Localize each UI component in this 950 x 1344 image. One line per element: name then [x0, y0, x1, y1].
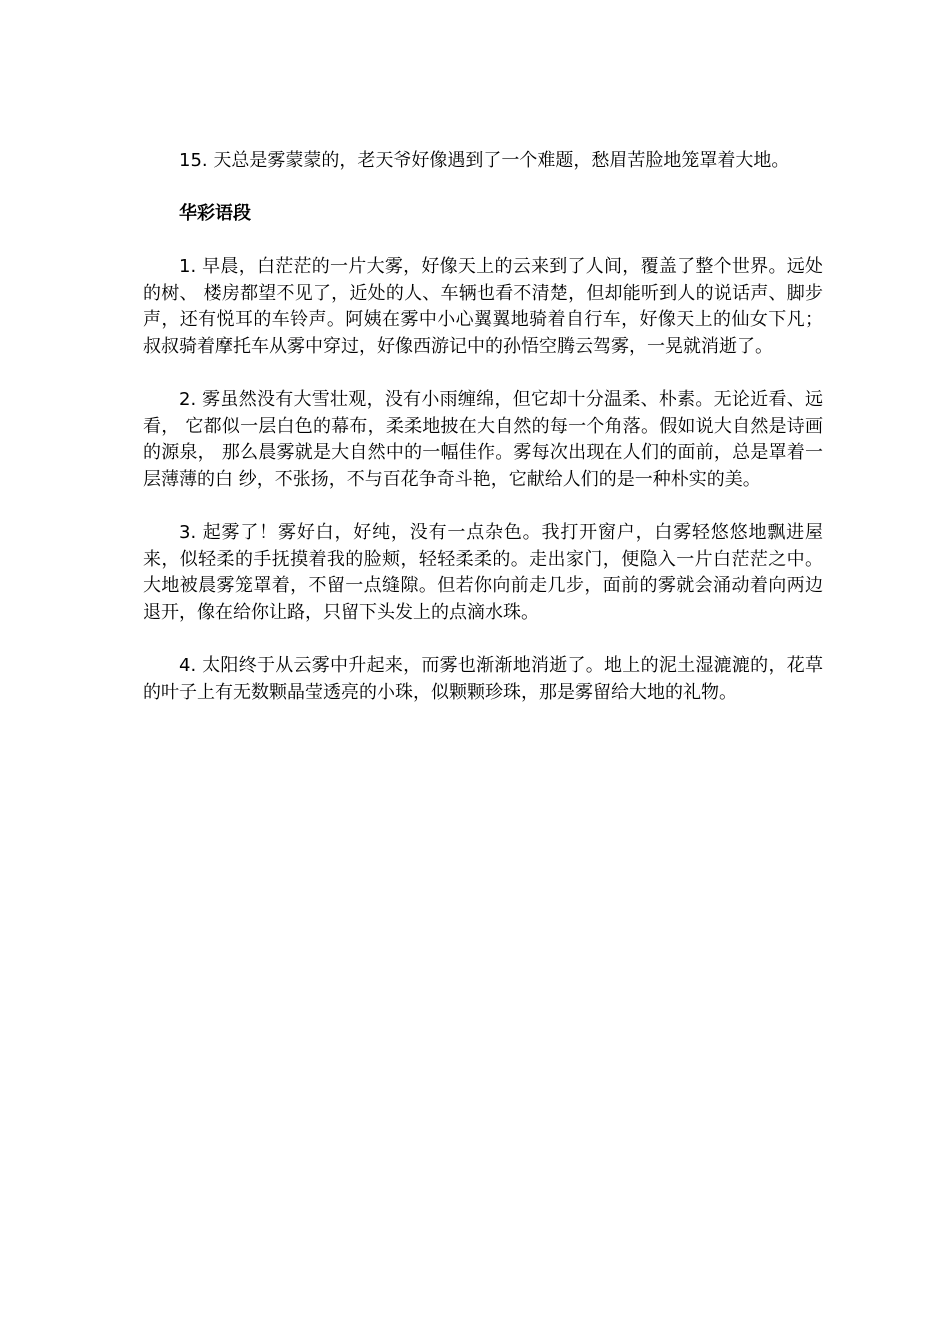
paragraph-2: 2. 雾虽然没有大雪壮观，没有小雨缠绵，但它却十分温柔、朴素。无论近看、远看， 它都似一层白色的幕布，柔柔地披在大自然的每一个角落。假如说大自然是诗画的源泉， 那么晨雾就是大自然中的一幅佳作。雾每次出现在人们的面前，总是罩着一层薄薄的白 纱，不张扬，不与百花争奇斗艳，它献给人们的是一种朴实的美。	[143, 389, 823, 490]
section-title: 华彩语段	[179, 202, 251, 224]
paragraph-4: 4. 太阳终于从云雾中升起来，而雾也渐渐地消逝了。地上的泥土湿漉漉的，花草的叶子上有无数颗晶莹透亮的小珠，似颗颗珍珠，那是雾留给大地的礼物。	[143, 655, 823, 703]
paragraph-1: 1. 早晨，白茫茫的一片大雾，好像天上的云来到了人间，覆盖了整个世界。远处的树、 楼房都望不见了，近处的人、车辆也看不清楚，但却能听到人的说话声、脚步声，还有悦耳的车铃声。阿姨在雾中小心翼翼地骑着自行车，好像天上的仙女下凡；叔叔骑着摩托车从雾中穿过，好像西游记中的孙悟空腾云驾雾，一晃就消逝了。	[143, 256, 823, 357]
intro-paragraph: 15. 天总是雾蒙蒙的，老天爷好像遇到了一个难题，愁眉苦脸地笼罩着大地。	[179, 150, 790, 171]
paragraph-3: 3. 起雾了！雾好白，好纯，没有一点杂色。我打开窗户，白雾轻悠悠地飘进屋来，似轻柔的手抚摸着我的脸颊，轻轻柔柔的。走出家门，便隐入一片白茫茫之中。大地被晨雾笼罩着，不留一点缝隙。但若你向前走几步，面前的雾就会涌动着向两边退开，像在给你让路，只留下头发上的点滴水珠。	[143, 522, 823, 623]
document-body	[143, 148, 823, 706]
